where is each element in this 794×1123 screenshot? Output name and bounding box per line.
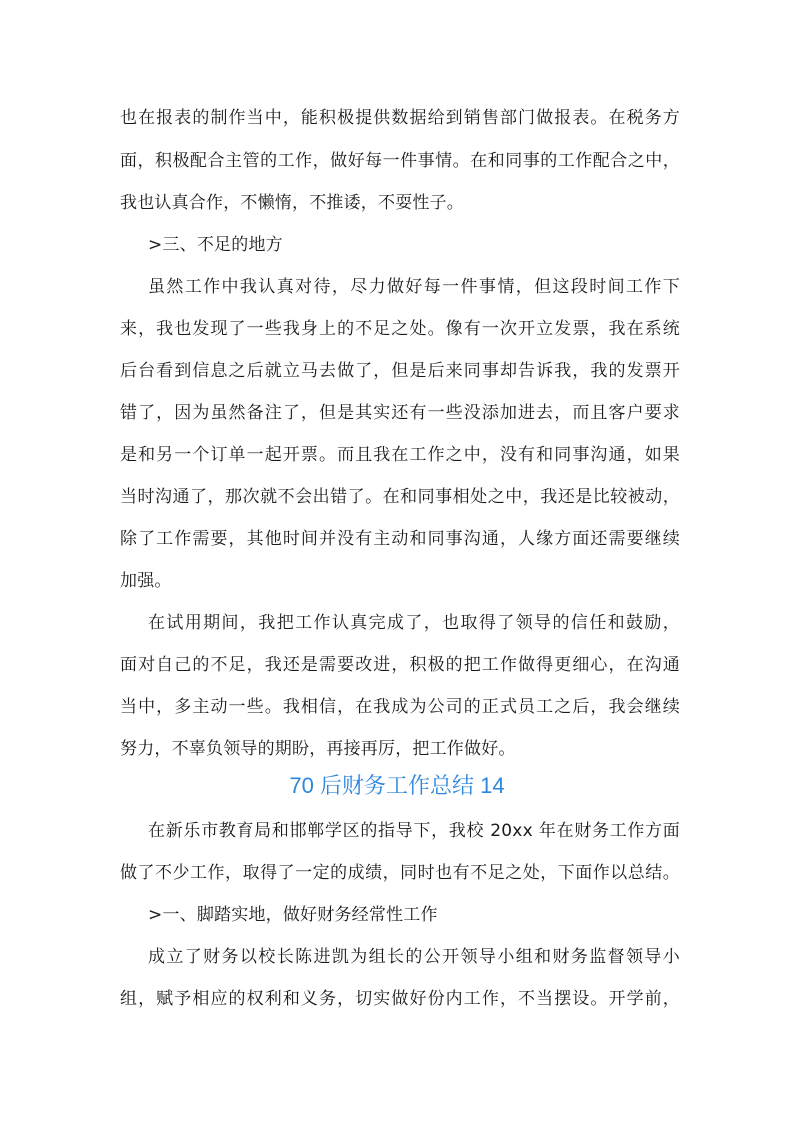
paragraph-line: 组，赋予相应的权利和义务，切实做好份内工作，不当摆设。开学前， (120, 989, 680, 1009)
paragraph-line: 在试用期间，我把工作认真完成了，也取得了领导的信任和鼓励， (148, 613, 680, 633)
section-title: 70 后财务工作总结 14 (289, 773, 505, 798)
paragraph-line: 努力，不辜负领导的期盼，再接再厉，把工作做好。 (120, 739, 516, 759)
section-heading-basics: >一、脚踏实地，做好财务经常性工作 (148, 905, 438, 925)
paragraph-line: 面，积极配合主管的工作，做好每一件事情。在和同事的工作配合之中， (120, 151, 680, 171)
paragraph-line: 当中，多主动一些。我相信，在我成为公司的正式员工之后，我会继续 (120, 697, 680, 717)
paragraph-line: 是和另一个订单一起开票。而且我在工作之中，没有和同事沟通，如果 (120, 445, 680, 465)
paragraph-line: 面对自己的不足，我还是需要改进，积极的把工作做得更细心，在沟通 (120, 655, 680, 675)
paragraph-line: 来，我也发现了一些我身上的不足之处。像有一次开立发票，我在系统 (120, 319, 680, 339)
paragraph-line: 在新乐市教育局和邯郸学区的指导下，我校 20xx 年在财务工作方面 (148, 821, 680, 841)
paragraph-line: 我也认真合作，不懒惰，不推诿，不耍性子。 (120, 193, 464, 213)
paragraph-line: 加强。 (120, 571, 172, 591)
paragraph-line: 当时沟通了，那次就不会出错了。在和同事相处之中，我还是比较被动， (120, 487, 680, 507)
paragraph-line: 后台看到信息之后就立马去做了，但是后来同事却告诉我，我的发票开 (120, 361, 680, 381)
paragraph-line: 除了工作需要，其他时间并没有主动和同事沟通，人缘方面还需要继续 (120, 529, 680, 549)
paragraph-line: 虽然工作中我认真对待，尽力做好每一件事情，但这段时间工作下 (148, 277, 680, 297)
paragraph-line: 成立了财务以校长陈进凯为组长的公开领导小组和财务监督领导小 (148, 947, 680, 967)
paragraph-line: 错了，因为虽然备注了，但是其实还有一些没添加进去，而且客户要求 (120, 403, 680, 423)
paragraph-line: 做了不少工作，取得了一定的成绩，同时也有不足之处，下面作以总结。 (120, 863, 680, 883)
paragraph-line: 也在报表的制作当中，能积极提供数据给到销售部门做报表。在税务方 (120, 108, 680, 128)
section-heading-shortcomings: >三、不足的地方 (148, 235, 283, 255)
